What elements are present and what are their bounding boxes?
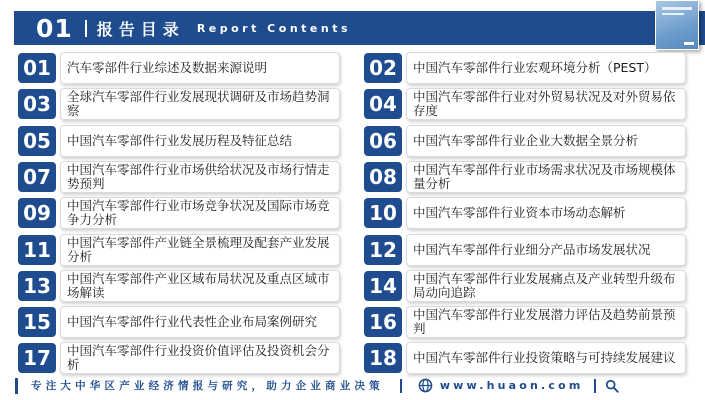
toc-item-box xyxy=(406,125,686,157)
toc-item-title: 中国汽车零部件行业投资策略与可持续发展建议 xyxy=(413,350,676,365)
toc-item-title: 中国汽车零部件产业链全景梳理及配套产业发展分析 xyxy=(67,235,330,264)
cover-subtitle-strip xyxy=(662,13,684,15)
toc-item-number: 03 xyxy=(18,89,56,119)
toc-item-box xyxy=(60,197,340,229)
globe-icon xyxy=(418,378,433,393)
toc-item-box xyxy=(60,234,340,266)
header-divider xyxy=(85,20,87,37)
toc-item-number: 08 xyxy=(364,162,402,192)
toc-item-title: 中国汽车零部件行业发展潜力评估及趋势前景预判 xyxy=(413,307,676,336)
toc-item[interactable] xyxy=(18,306,340,338)
cover-title-strip xyxy=(662,7,692,10)
toc-item[interactable] xyxy=(364,197,686,229)
toc-item-box xyxy=(60,52,340,84)
toc-item-title: 全球汽车零部件行业发展现状调研及市场趋势洞察 xyxy=(67,89,330,118)
toc-item[interactable] xyxy=(18,88,340,120)
toc-item-box xyxy=(60,161,340,193)
toc-item-title: 中国汽车零部件行业宏观环境分析（PEST） xyxy=(413,60,657,75)
toc-item-number: 02 xyxy=(364,53,402,83)
toc-item-box xyxy=(406,52,686,84)
toc-item-title: 中国汽车零部件行业对外贸易状况及对外贸易依存度 xyxy=(413,89,676,118)
toc-item-title: 中国汽车零部件行业市场需求状况及市场规模体量分析 xyxy=(413,162,676,191)
toc-item-box xyxy=(60,125,340,157)
website-link[interactable]: www.huaon.com xyxy=(439,379,584,392)
toc-item-number: 13 xyxy=(18,271,56,301)
toc-item[interactable] xyxy=(18,342,340,374)
toc-item-title: 中国汽车零部件行业企业大数据全景分析 xyxy=(413,133,639,148)
toc-item[interactable] xyxy=(364,52,686,84)
toc-item-box xyxy=(406,161,686,193)
toc-item-title: 中国汽车零部件行业细分产品市场发展状况 xyxy=(413,242,651,257)
toc-item[interactable] xyxy=(18,52,340,84)
toc-item-title: 中国汽车零部件行业投资价值评估及投资机会分析 xyxy=(67,343,330,372)
toc-item-number: 09 xyxy=(18,198,56,228)
cover-logo-mark xyxy=(684,42,694,45)
toc-item-title: 汽车零部件行业综述及数据来源说明 xyxy=(67,60,268,75)
toc-item[interactable] xyxy=(364,88,686,120)
toc-item-box xyxy=(406,306,686,338)
toc-item-number: 06 xyxy=(364,126,402,156)
toc-item-number: 17 xyxy=(18,343,56,373)
toc-item-number: 04 xyxy=(364,89,402,119)
toc-item-number: 18 xyxy=(364,343,402,373)
toc-item-number: 12 xyxy=(364,235,402,265)
toc-item-box xyxy=(60,270,340,302)
toc-item-title: 中国汽车零部件行业代表性企业布局案例研究 xyxy=(67,314,318,329)
toc-item-number: 15 xyxy=(18,307,56,337)
toc-item[interactable] xyxy=(18,125,340,157)
toc-item-box xyxy=(406,234,686,266)
toc-item-number: 10 xyxy=(364,198,402,228)
toc-item-box xyxy=(406,270,686,302)
toc-item-number: 14 xyxy=(364,271,402,301)
toc-item[interactable] xyxy=(18,197,340,229)
toc-item[interactable] xyxy=(364,234,686,266)
section-header xyxy=(14,11,705,45)
toc-item-title: 中国汽车零部件行业市场竞争状况及国际市场竞争力分析 xyxy=(67,198,330,227)
toc-item-box xyxy=(60,306,340,338)
toc-item-box xyxy=(60,342,340,374)
footer-divider xyxy=(594,379,596,393)
toc-item[interactable] xyxy=(18,161,340,193)
toc-item-title: 中国汽车零部件行业资本市场动态解析 xyxy=(413,205,626,220)
section-title: 报告目录 xyxy=(96,21,185,39)
toc-item-title: 中国汽车零部件行业发展历程及特征总结 xyxy=(67,133,293,148)
toc-item-title: 中国汽车零部件行业市场供给状况及市场行情走势预判 xyxy=(67,162,330,191)
toc-item-box xyxy=(406,88,686,120)
toc-item-box xyxy=(406,197,686,229)
toc-item-box xyxy=(406,342,686,374)
toc-item[interactable] xyxy=(364,306,686,338)
footer xyxy=(12,375,705,396)
section-subtitle: Report Contents xyxy=(196,21,352,35)
footer-divider xyxy=(400,379,402,393)
toc-item-title: 中国汽车零部件行业发展痛点及产业转型升级布局动向追踪 xyxy=(413,271,676,300)
toc-item[interactable] xyxy=(18,234,340,266)
toc-item[interactable] xyxy=(364,125,686,157)
report-cover-thumbnail xyxy=(655,0,699,50)
toc-item-box xyxy=(60,88,340,120)
footer-slogan: 专注大中华区产业经济情报与研究，助力企业商业决策 xyxy=(31,380,384,392)
toc-item[interactable] xyxy=(364,270,686,302)
toc-item-number: 07 xyxy=(18,162,56,192)
footer-accent-bar xyxy=(15,378,18,394)
toc-item[interactable] xyxy=(18,270,340,302)
section-number: 01 xyxy=(36,13,73,43)
toc-item-number: 05 xyxy=(18,126,56,156)
toc-item-number: 16 xyxy=(364,307,402,337)
toc-item[interactable] xyxy=(364,342,686,374)
search-icon[interactable] xyxy=(605,379,619,393)
toc-item-title: 中国汽车零部件产业区域布局状况及重点区域市场解读 xyxy=(67,271,330,300)
toc-item-number: 01 xyxy=(18,53,56,83)
toc-item[interactable] xyxy=(364,161,686,193)
toc-item-number: 11 xyxy=(18,235,56,265)
